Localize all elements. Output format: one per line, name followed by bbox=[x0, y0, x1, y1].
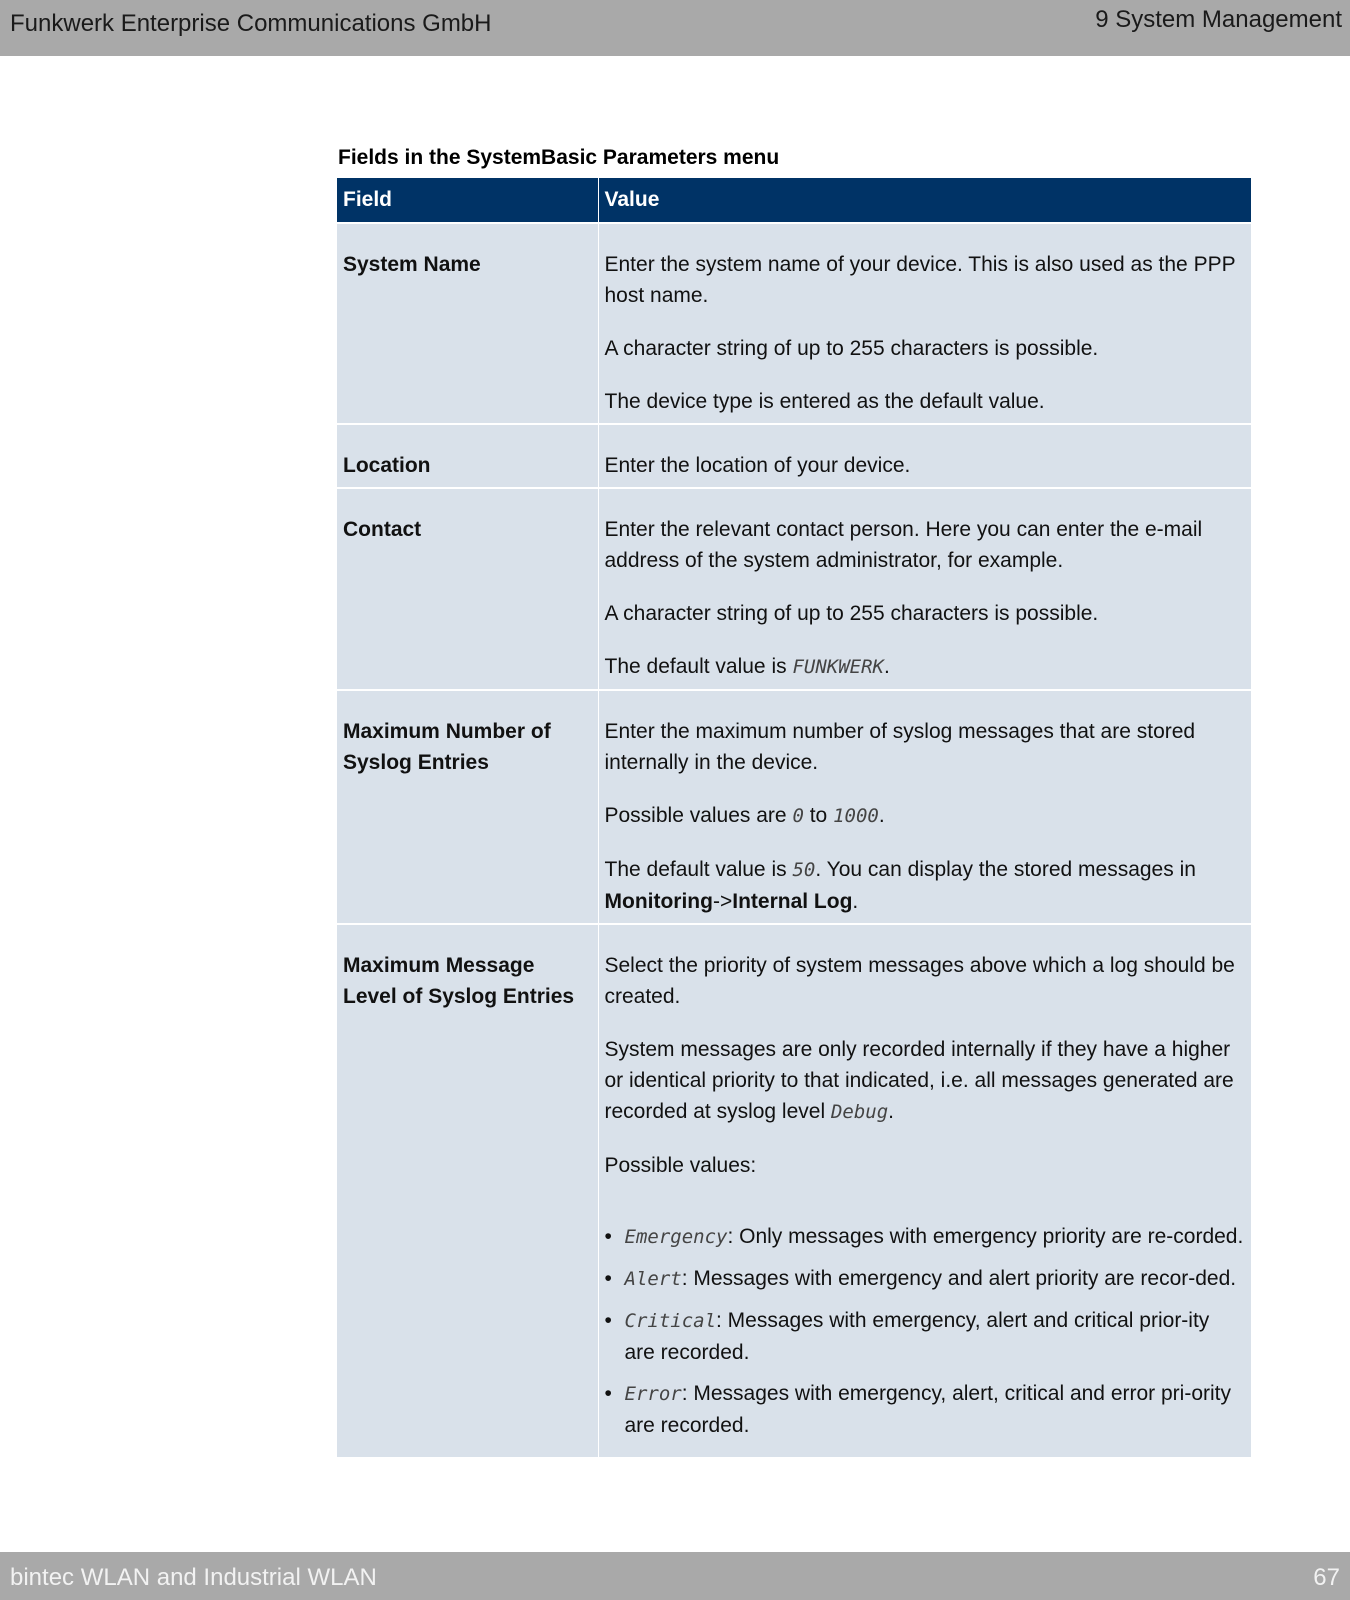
field-name-line: Syslog Entries bbox=[343, 751, 489, 774]
description-paragraph: A character string of up to 255 characters is possible. bbox=[604, 337, 1099, 360]
menu-path-internal-log: Internal Log bbox=[732, 890, 853, 913]
description-paragraph: A character string of up to 255 characters is possible. bbox=[604, 602, 1099, 625]
field-name-line: Maximum Number of bbox=[343, 720, 551, 743]
text-segment: . bbox=[852, 890, 859, 913]
description-paragraph bbox=[605, 1034, 1246, 1128]
text-segment: . bbox=[878, 804, 885, 827]
text-segment: . bbox=[888, 1100, 894, 1123]
text-segment: System messages are only recorded internally if they have a higher or identical priority to that indicated, i.e. all messages generated are recorded at syslog level bbox=[604, 1038, 1234, 1123]
description-paragraph bbox=[605, 651, 1246, 683]
description-paragraph: Select the priority of system messages above which a log should be created. bbox=[604, 954, 1235, 1008]
table-caption: Fields in the SystemBasic Parameters menu bbox=[338, 146, 780, 169]
menu-path-arrow: -> bbox=[712, 890, 733, 913]
max-value-code: 1000 bbox=[833, 805, 879, 827]
list-item bbox=[605, 1263, 1246, 1295]
list-item bbox=[605, 1378, 1246, 1441]
field-name: Location bbox=[337, 424, 598, 488]
table-row-max-message-level bbox=[337, 924, 1251, 1457]
text-segment: to bbox=[803, 804, 834, 827]
text-segment: . bbox=[883, 655, 890, 678]
page-header bbox=[0, 0, 1350, 56]
possible-values-list bbox=[605, 1221, 1246, 1441]
field-description bbox=[598, 488, 1251, 690]
level-description: : Messages with emergency, alert, critical and error pri-ority are recorded. bbox=[624, 1382, 1231, 1437]
default-value-code: 50 bbox=[792, 859, 816, 881]
field-name-line: Maximum Message bbox=[343, 954, 535, 977]
level-code: Alert bbox=[624, 1268, 682, 1290]
table-row-contact bbox=[337, 488, 1251, 690]
field-description bbox=[598, 924, 1251, 1457]
table-row-system-name bbox=[337, 223, 1251, 424]
level-description: : Messages with emergency, alert and critical prior-ity are recorded. bbox=[624, 1309, 1210, 1364]
column-header-field: Field bbox=[337, 178, 598, 223]
list-item bbox=[605, 1221, 1246, 1253]
text-segment: . You can display the stored messages in bbox=[815, 858, 1196, 881]
level-code: Critical bbox=[624, 1310, 717, 1332]
description-paragraph: The device type is entered as the default value. bbox=[604, 390, 1045, 413]
level-description: : Messages with emergency and alert priority are recor-ded. bbox=[681, 1267, 1237, 1290]
description-paragraph: Enter the location of your device. bbox=[604, 454, 911, 477]
table-header-row bbox=[337, 178, 1251, 223]
field-name: System Name bbox=[337, 223, 598, 424]
description-paragraph bbox=[605, 800, 1246, 832]
field-name: Contact bbox=[337, 488, 598, 690]
field-name bbox=[337, 924, 598, 1457]
text-segment: The default value is bbox=[604, 858, 793, 881]
level-code: Emergency bbox=[624, 1226, 728, 1248]
text-segment: The default value is bbox=[604, 655, 793, 678]
description-paragraph bbox=[605, 854, 1246, 917]
description-paragraph: Enter the maximum number of syslog messages that are stored internally in the device. bbox=[604, 720, 1196, 774]
text-segment: Possible values are bbox=[604, 804, 793, 827]
field-name-line: Level of Syslog Entries bbox=[343, 985, 575, 1008]
company-name: Funkwerk Enterprise Communications GmbH bbox=[10, 10, 492, 37]
min-value-code: 0 bbox=[792, 805, 804, 827]
description-paragraph: Possible values: bbox=[604, 1154, 757, 1177]
page-number: 67 bbox=[1313, 1564, 1340, 1591]
page-footer bbox=[0, 1552, 1350, 1600]
description-paragraph: Enter the system name of your device. This is also used as the PPP host name. bbox=[604, 253, 1236, 307]
field-description bbox=[598, 690, 1251, 924]
bullet-icon: • bbox=[604, 1382, 612, 1405]
chapter-title: 9 System Management bbox=[1095, 6, 1342, 33]
bullet-icon: • bbox=[604, 1309, 612, 1332]
level-description: : Only messages with emergency priority are re-corded. bbox=[727, 1225, 1244, 1248]
column-header-value: Value bbox=[598, 178, 1251, 223]
description-paragraph: Enter the relevant contact person. Here you can enter the e-mail address of the system administrator, for example. bbox=[604, 518, 1203, 572]
table-row-max-syslog-entries bbox=[337, 690, 1251, 924]
field-name bbox=[337, 690, 598, 924]
field-description bbox=[598, 424, 1251, 488]
field-description bbox=[598, 223, 1251, 424]
default-value-code: FUNKWERK bbox=[792, 656, 884, 678]
product-name: bintec WLAN and Industrial WLAN bbox=[10, 1564, 377, 1591]
menu-path-monitoring: Monitoring bbox=[604, 890, 713, 913]
table-row-location bbox=[337, 424, 1251, 488]
level-code: Error bbox=[624, 1383, 682, 1405]
bullet-icon: • bbox=[604, 1267, 612, 1290]
syslog-level-code: Debug bbox=[830, 1101, 889, 1123]
bullet-icon: • bbox=[604, 1225, 612, 1248]
list-item bbox=[605, 1305, 1246, 1368]
fields-table bbox=[337, 178, 1251, 1457]
